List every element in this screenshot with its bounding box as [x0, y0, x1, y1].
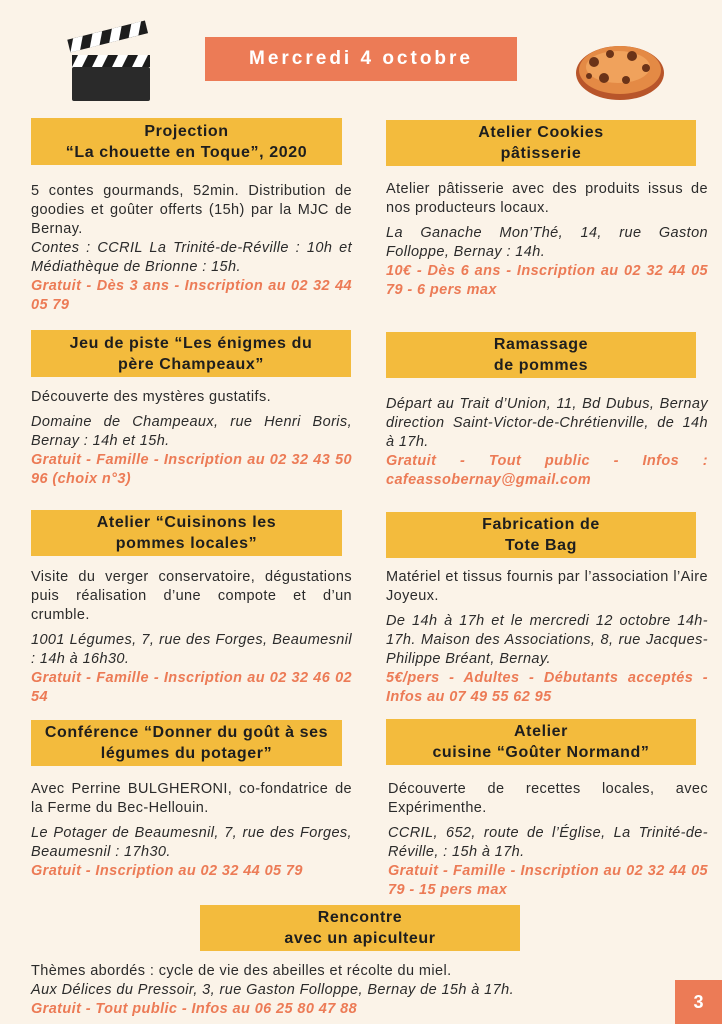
event-title-line: Rencontre	[317, 909, 403, 926]
event-description: Découverte des mystères gustatifs.	[31, 389, 272, 405]
event-body	[388, 780, 708, 900]
event-title-line: Jeu de piste “Les énigmes du	[69, 334, 313, 352]
clapperboard-icon	[66, 20, 156, 104]
page-number: 3	[675, 980, 722, 1024]
event-info: Gratuit - Famille - Inscription au 02 32 43 50 96 (choix n°3)	[31, 452, 352, 487]
event-body	[386, 395, 708, 490]
event-title-line: Ramassage	[493, 336, 589, 353]
event-body	[386, 180, 708, 300]
event-body	[31, 182, 352, 315]
event-title-gouter-normand	[386, 719, 696, 765]
cookie-icon	[574, 40, 666, 102]
event-info: Gratuit - Inscription au 02 32 44 05 79	[31, 863, 303, 879]
event-location: La Ganache Mon’Thé, 14, rue Gaston Folloppe, Bernay : 14h.	[386, 225, 708, 260]
event-body	[386, 568, 708, 707]
event-title-line: Atelier	[514, 723, 568, 740]
event-body	[31, 962, 671, 1019]
event-info: Gratuit - Famille - Inscription au 02 32 46 02 54	[31, 670, 352, 705]
event-info: Gratuit - Tout public - Infos : cafeassobernay@gmail.com	[386, 453, 708, 488]
event-description: Visite du verger conservatoire, dégustations puis réalisation d’une compote et d’un crumble.	[31, 569, 352, 623]
event-info: Gratuit - Famille - Inscription au 02 32 44 05 79 - 15 pers max	[388, 863, 708, 898]
event-title-line: de pommes	[493, 357, 589, 374]
date-banner: Mercredi 4 octobre	[205, 37, 517, 81]
event-title-line: “La chouette en Toque”, 2020	[65, 143, 308, 161]
event-info: Gratuit - Dès 3 ans - Inscription au 02 32 44 05 79	[31, 278, 352, 313]
event-title-jeu-de-piste	[31, 330, 351, 377]
event-title-line: avec un apiculteur	[284, 930, 436, 947]
event-description: Atelier pâtisserie avec des produits issus de nos producteurs locaux.	[386, 181, 708, 216]
event-title-tote-bag	[386, 512, 696, 558]
event-title-line: pommes locales”	[115, 535, 258, 552]
event-title-line: Conférence “Donner du goût à ses	[44, 724, 329, 741]
event-description: Avec Perrine BULGHERONI, co-fondatrice de la Ferme du Bec-Hellouin.	[31, 781, 352, 816]
event-title-line: Tote Bag	[504, 537, 578, 554]
event-info: Gratuit - Tout public - Infos au 06 25 80 47 88	[31, 1001, 358, 1017]
event-location: Domaine de Champeaux, rue Henri Boris, Bernay : 14h et 15h.	[31, 414, 352, 449]
event-body	[31, 780, 352, 881]
event-location: CCRIL, 652, route de l’Église, La Trinité-de-Réville, : 15h à 17h.	[388, 825, 708, 860]
event-title-line: cuisine “Goûter Normand”	[432, 744, 650, 761]
event-title-line: Atelier Cookies	[478, 124, 604, 141]
event-description: Découverte de recettes locales, avec Expérimenthe.	[388, 781, 708, 816]
event-title-line: Projection	[144, 122, 229, 140]
event-info: 10€ - Dès 6 ans - Inscription au 02 32 44 05 79 - 6 pers max	[386, 263, 708, 298]
event-location: De 14h à 17h et le mercredi 12 octobre 14h-17h. Maison des Associations, 8, rue Jacques-Philippe Bréant, Bernay.	[386, 613, 708, 667]
event-title-ramassage	[386, 332, 696, 378]
event-title-line: Fabrication de	[482, 516, 600, 533]
event-title-cuisinons-pommes	[31, 510, 342, 556]
event-description: 5 contes gourmands, 52min. Distribution de goodies et goûter offerts (15h) par la MJC de Bernay.	[31, 183, 352, 237]
event-location: 1001 Légumes, 7, rue des Forges, Beaumesnil : 14h à 16h30.	[31, 632, 352, 667]
event-description: Matériel et tissus fournis par l’association l’Aire Joyeux.	[386, 569, 708, 604]
event-title-atelier-cookies	[386, 120, 696, 166]
event-title-conference	[31, 720, 342, 766]
event-title-line: légumes du potager”	[100, 745, 273, 762]
event-info: 5€/pers - Adultes - Débutants acceptés - Infos au 07 49 55 62 95	[386, 670, 708, 705]
event-title-line: Atelier “Cuisinons les	[96, 514, 277, 531]
event-body	[31, 568, 352, 707]
event-location: Contes : CCRIL La Trinité-de-Réville : 10h et Médiathèque de Brionne : 15h.	[31, 240, 352, 275]
event-title-line: père Champeaux”	[118, 355, 264, 373]
event-body	[31, 388, 352, 489]
event-title-line: pâtisserie	[500, 145, 582, 162]
event-title-projection	[31, 118, 342, 165]
event-title-apiculteur	[200, 905, 520, 951]
event-location: Départ au Trait d’Union, 11, Bd Dubus, Bernay direction Saint-Victor-de-Chrétienville, de 14h à 17h.	[386, 396, 708, 450]
event-description: Thèmes abordés : cycle de vie des abeilles et récolte du miel.	[31, 963, 452, 979]
event-location: Aux Délices du Pressoir, 3, rue Gaston Folloppe, Bernay de 15h à 17h.	[31, 982, 515, 998]
event-location: Le Potager de Beaumesnil, 7, rue des Forges, Beaumesnil : 17h30.	[31, 825, 352, 860]
